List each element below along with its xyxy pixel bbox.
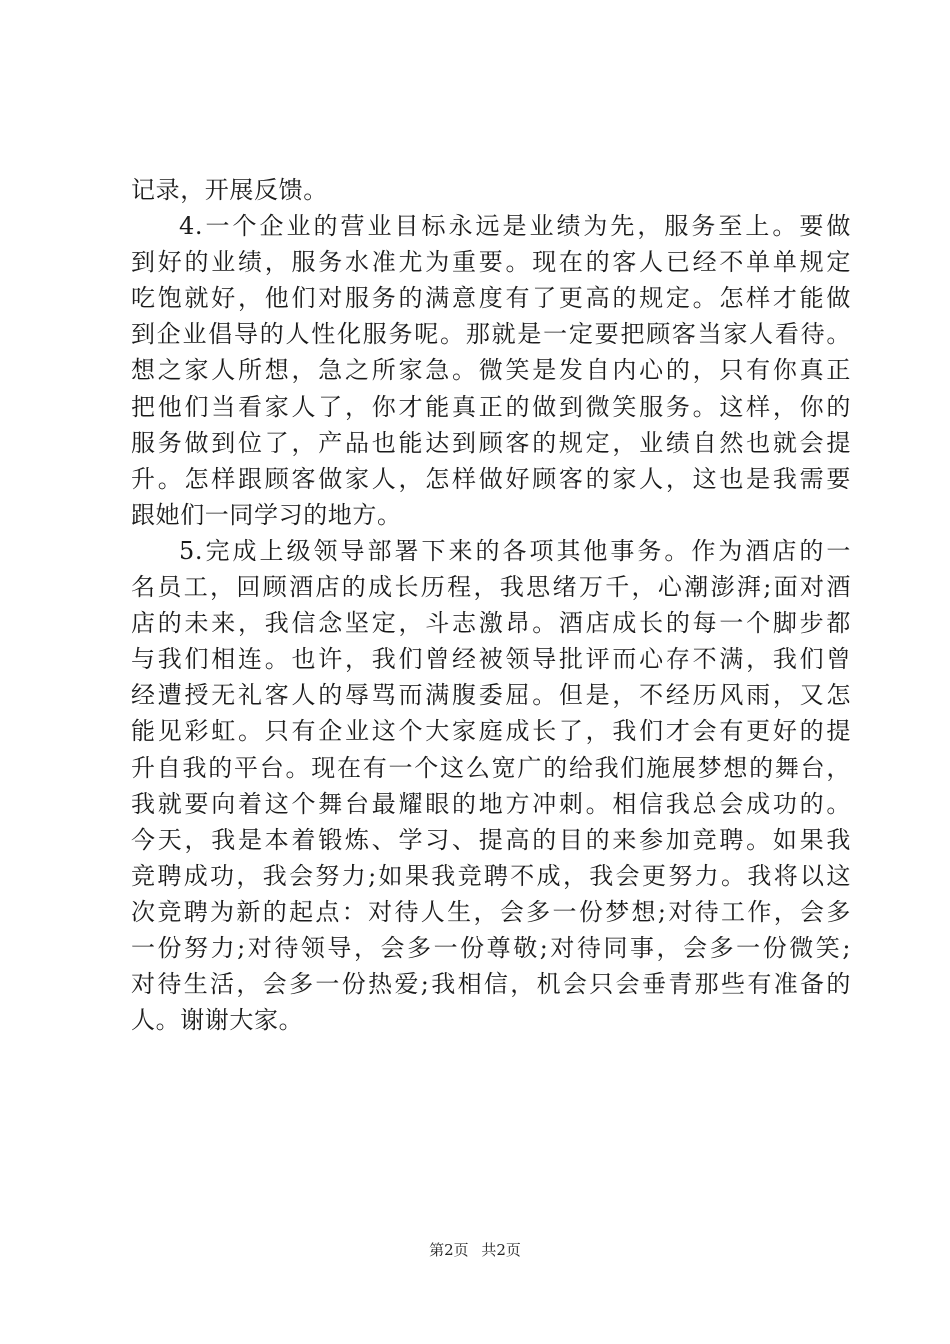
- text-line: 与我们相连。也许，我们曾经被领导批评而心存不满，我们曾: [131, 645, 851, 674]
- text-line: 把他们当看家人了，你才能真正的做到微笑服务。这样，你的: [131, 392, 851, 421]
- text-line: 到企业倡导的人性化服务呢。那就是一定要把顾客当家人看待。: [131, 320, 851, 349]
- text-line: 升。怎样跟顾客做家人，怎样做好顾客的家人，这也是我需要: [131, 464, 851, 493]
- text-line: 对待生活，会多一份热爱;我相信，机会只会垂青那些有准备的: [131, 970, 851, 999]
- text-line: 记录，开展反馈。: [131, 176, 328, 204]
- page-total: 共2页: [481, 1241, 521, 1259]
- text-line: 升自我的平台。现在有一个这么宽广的给我们施展梦想的舞台，: [131, 753, 851, 782]
- text-line: 能见彩虹。只有企业这个大家庭成长了，我们才会有更好的提: [131, 717, 851, 746]
- text-line: 跟她们一同学习的地方。: [131, 500, 402, 529]
- text-line: 吃饱就好，他们对服务的满意度有了更高的规定。怎样才能做: [131, 284, 851, 313]
- text-line: 次竞聘为新的起点：对待人生，会多一份梦想;对待工作，会多: [131, 897, 851, 926]
- text-line: 4.一个企业的营业目标永远是业绩为先，服务至上。要做: [179, 212, 851, 241]
- text-line: 经遭授无礼客人的辱骂而满腹委屈。但是，不经历风雨，又怎: [131, 681, 851, 710]
- page-footer: [0, 1240, 950, 1260]
- text-line: 到好的业绩，服务水准尤为重要。现在的客人已经不单单规定: [131, 248, 851, 277]
- page-number: 第2页: [429, 1241, 469, 1259]
- document-body: [131, 172, 851, 1038]
- text-line: 5.完成上级领导部署下来的各项其他事务。作为酒店的一: [179, 536, 851, 565]
- text-line: 竞聘成功，我会努力;如果我竞聘不成，我会更努力。我将以这: [131, 861, 851, 890]
- text-line: 想之家人所想，急之所家急。微笑是发自内心的，只有你真正: [131, 356, 851, 385]
- text-line: 名员工，回顾酒店的成长历程，我思绪万千，心潮澎湃;面对酒: [131, 573, 851, 602]
- text-line: 今天，我是本着锻炼、学习、提高的目的来参加竞聘。如果我: [131, 825, 851, 854]
- text-line: 人。谢谢大家。: [131, 1006, 304, 1035]
- text-line: 服务做到位了，产品也能达到顾客的规定，业绩自然也就会提: [131, 428, 851, 457]
- text-line: 一份努力;对待领导，会多一份尊敬;对待同事，会多一份微笑;: [131, 933, 851, 962]
- text-line: 店的未来，我信念坚定，斗志激昂。酒店成长的每一个脚步都: [131, 609, 851, 638]
- text-line: 我就要向着这个舞台最耀眼的地方冲刺。相信我总会成功的。: [131, 789, 851, 818]
